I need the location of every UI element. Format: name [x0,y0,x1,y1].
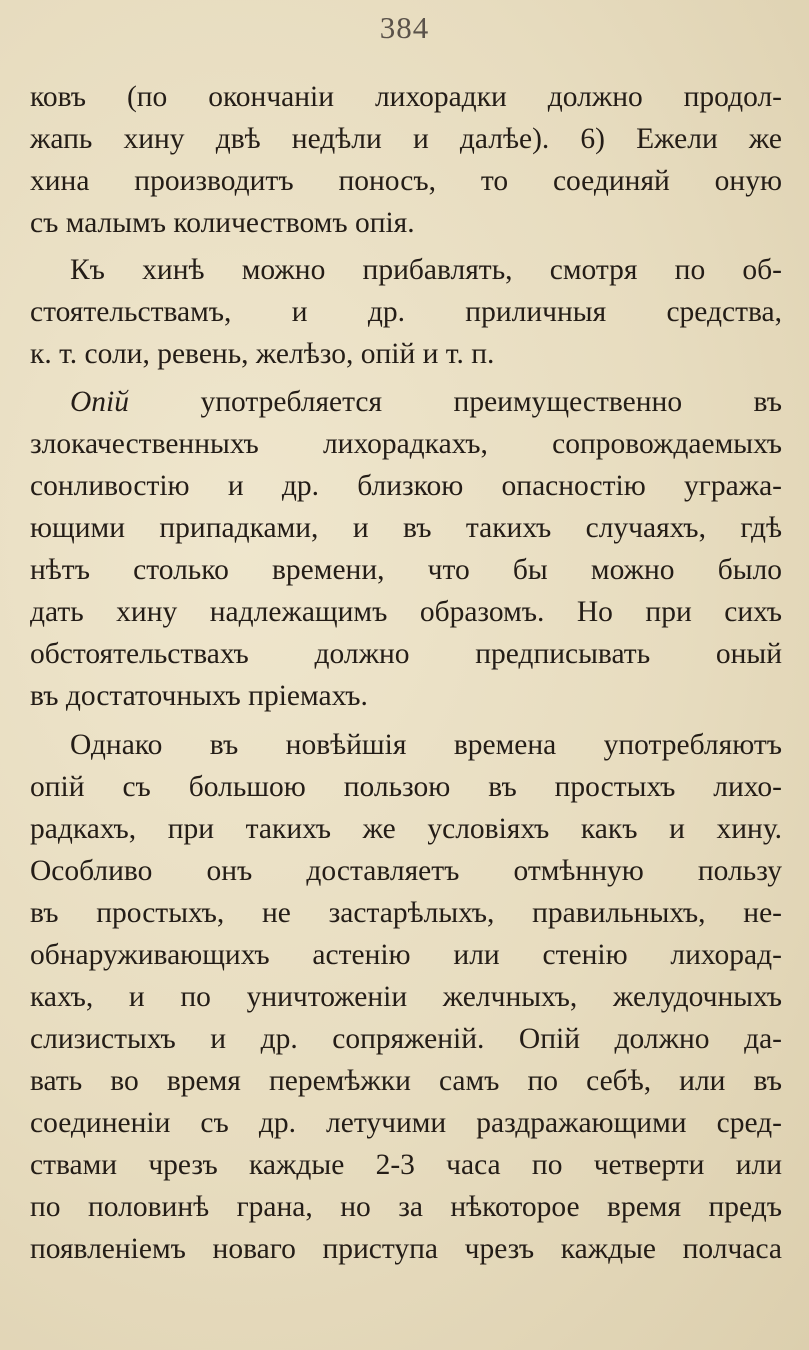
text-line: обстоятельствахъ должно предписывать оный [30,638,782,670]
text-line: к. т. соли, ревень, желѣзо, опій и т. п. [30,338,495,370]
text-line: появленіемъ новаго приступа чрезъ каждые полчаса [30,1233,782,1265]
text-line: обнаруживающихъ астенію или стенію лихорад- [30,939,782,971]
text-line: кахъ, и по уничтоженіи желчныхъ, желудочныхъ [30,981,782,1013]
text-line: съ малымъ количествомъ опія. [30,207,415,239]
page-number: 384 [379,10,430,45]
text-line: радкахъ, при такихъ же условіяхъ какъ и хину. [30,813,782,845]
text-line-with-term [70,382,782,422]
text-line: Особливо онъ доставляетъ отмѣнную пользу [30,855,782,887]
text-line: Къ хинѣ можно прибавлять, смотря по об- [70,254,782,286]
text-line: вать во время перемѣжки самъ по себѣ, или въ [30,1065,782,1097]
text-line: нѣтъ столько времени, что бы можно было [30,554,782,586]
text-line: сонливостію и др. близкою опасностію угража- [30,470,782,502]
text-line: соединеніи съ др. летучими раздражающими сред- [30,1107,782,1139]
text-line: ковъ (по окончаніи лихорадки должно продол- [30,81,782,113]
text-line: злокачественныхъ лихорадкахъ, сопровождаемыхъ [30,428,782,460]
text-line: ствами чрезъ каждые 2-3 часа по четверти или [30,1149,782,1181]
text-line: опій съ большою пользою въ простыхъ лихо- [30,771,782,803]
text-line: стоятельствамъ, и др. приличныя средства, [30,296,782,328]
text-line: жапь хину двѣ недѣли и далѣе). 6) Ежели же [30,123,782,155]
text-line: въ простыхъ, не застарѣлыхъ, правильныхъ, не- [30,897,782,929]
text-line: Однако въ новѣйшія времена употребляютъ [70,729,782,761]
text-line: дать хину надлежащимъ образомъ. Но при сихъ [30,596,782,628]
text-line: слизистыхъ и др. сопряженій. Опій должно да- [30,1023,782,1055]
italic-term: Опій [70,386,129,418]
text-line: въ достаточныхъ пріемахъ. [30,680,368,712]
text-line: по половинѣ грана, но за нѣкоторое время предъ [30,1191,782,1223]
text-line: ющими припадками, и въ такихъ случаяхъ, гдѣ [30,512,782,544]
text-line: хина производитъ поносъ, то соединяй оную [30,165,782,197]
text-line-rest: употребляется преимущественно въ [200,386,782,418]
